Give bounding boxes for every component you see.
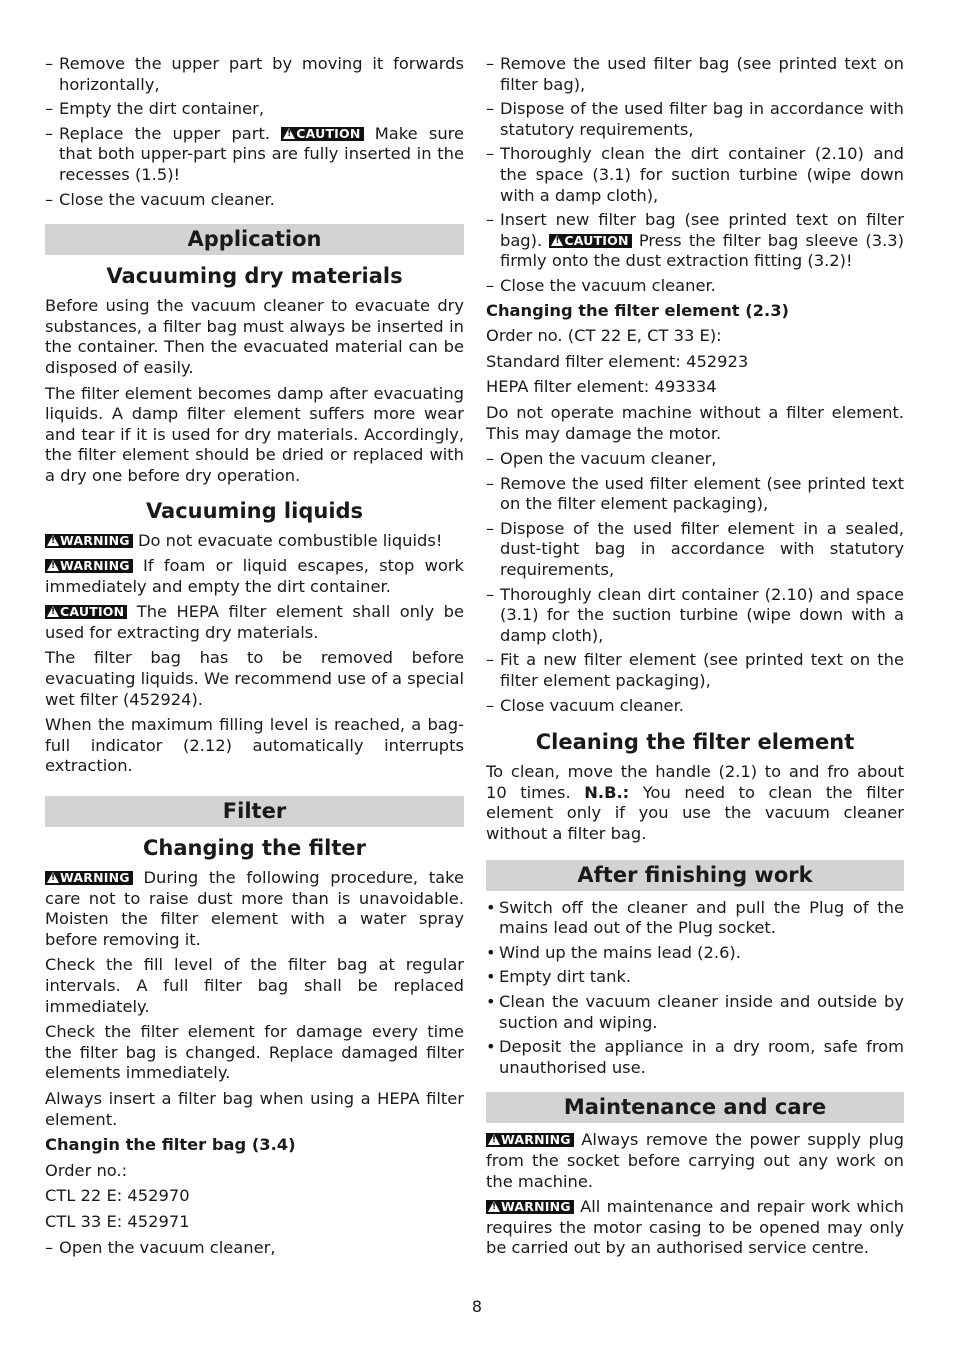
section-header-filter: Filter bbox=[45, 796, 464, 827]
list-item: – Dispose of the used filter element in a sealed, dust-tight bag in accordance with statutory requirements, bbox=[486, 519, 904, 581]
warning-sign bbox=[45, 871, 133, 885]
warning-triangle-icon bbox=[47, 606, 59, 617]
warning-sign bbox=[486, 1200, 574, 1214]
warning-sign bbox=[45, 534, 133, 548]
section-header-maintenance: Maintenance and care bbox=[486, 1092, 904, 1123]
warning-label: WARNING bbox=[60, 870, 130, 886]
warning-triangle-icon bbox=[283, 128, 295, 139]
order-hepa: HEPA filter element: 493334 bbox=[486, 377, 717, 397]
caution-label: CAUTION bbox=[60, 604, 125, 620]
list-item: – Remove the used filter element (see printed text on the filter element packaging), bbox=[486, 474, 904, 515]
paragraph bbox=[486, 762, 904, 844]
order-ctl33: CTL 33 E: 452971 bbox=[45, 1211, 190, 1231]
warning-triangle-icon bbox=[551, 235, 563, 246]
list-item-text: Replace the upper part. bbox=[59, 123, 271, 143]
list-item bbox=[486, 210, 904, 272]
list-item: – Close the vacuum cleaner. bbox=[45, 190, 464, 211]
list-item: – Open the vacuum cleaner, bbox=[486, 449, 904, 470]
list-item: – Remove the used filter bag (see printed text on filter bag), bbox=[486, 54, 904, 95]
heading-vacuuming-dry: Vacuuming dry materials bbox=[106, 264, 403, 289]
heading-cleaning-filter: Cleaning the filter element bbox=[535, 730, 855, 755]
paragraph: Check the fill level of the filter bag at regular intervals. A full filter bag shall be replaced immediately. bbox=[45, 955, 464, 1016]
caution-paragraph bbox=[45, 602, 464, 643]
warning-label: WARNING bbox=[60, 558, 130, 574]
warning-label: WARNING bbox=[60, 532, 130, 548]
warning-paragraph bbox=[45, 556, 464, 597]
caution-sign bbox=[281, 127, 363, 141]
list-item: – Open the vacuum cleaner, bbox=[45, 1238, 464, 1259]
warning-triangle-icon bbox=[488, 1134, 500, 1145]
list-item: • Clean the vacuum cleaner inside and outside by suction and wiping. bbox=[486, 992, 904, 1033]
paragraph: When the maximum filling level is reached, a bag-full indicator (2.12) automatically interrupts extraction. bbox=[45, 715, 464, 776]
cleaning-text: You need to clean the filter element only if you use the vacuum cleaner without a filter bag. bbox=[486, 782, 904, 843]
warning-sign bbox=[45, 559, 133, 573]
warning-paragraph bbox=[486, 1130, 904, 1192]
list-item-text: Insert new filter bag (see printed text on filter bag). bbox=[500, 210, 904, 250]
paragraph: Always insert a filter bag when using a HEPA filter element. bbox=[45, 1088, 464, 1129]
warning-text: If foam or liquid escapes, stop work immediately and empty the dirt container. bbox=[45, 556, 464, 596]
list-item: – Fit a new filter element (see printed text on the filter element packaging), bbox=[486, 650, 904, 691]
order-ctl22: CTL 22 E: 452970 bbox=[45, 1186, 190, 1206]
list-item: – Dispose of the used filter bag in accordance with statutory requirements, bbox=[486, 99, 904, 140]
warning-paragraph bbox=[45, 868, 464, 950]
warning-triangle-icon bbox=[47, 560, 59, 571]
caution-text: The HEPA filter element shall only be used for extracting dry materials. bbox=[45, 602, 464, 642]
list-item: – Thoroughly clean the dirt container (2.10) and the space (3.1) for suction turbine (wipe down with a damp cloth), bbox=[486, 144, 904, 206]
list-item: • Wind up the mains lead (2.6). bbox=[486, 943, 904, 964]
list-item: – Empty the dirt container, bbox=[45, 99, 464, 120]
list-item: • Deposit the appliance in a dry room, safe from unauthorised use. bbox=[486, 1037, 904, 1078]
cleaning-text: To clean, move the handle (2.1) to and fro about 10 times. bbox=[486, 762, 904, 802]
paragraph: Check the filter element for damage every time the filter bag is changed. Replace damaged filter elements immediately. bbox=[45, 1022, 464, 1083]
paragraph: Before using the vacuum cleaner to evacuate dry substances, a filter bag must always be inserted in the container. Then the evacuated material can be disposed of easily. bbox=[45, 296, 464, 377]
subheading-filter-element: Changing the filter element (2.3) bbox=[486, 300, 789, 320]
caution-text: Press the filter bag sleeve (3.3) firmly onto the dust extraction fitting (3.2)! bbox=[500, 230, 904, 271]
list-item: – Close the vacuum cleaner. bbox=[486, 276, 904, 297]
section-header-after-work: After finishing work bbox=[486, 860, 904, 891]
heading-changing-filter: Changing the filter bbox=[143, 836, 366, 861]
list-item bbox=[45, 124, 464, 186]
subheading-filter-bag: Changin the filter bag (3.4) bbox=[45, 1135, 296, 1155]
warning-text: All maintenance and repair work which requires the motor casing to be opened may only be carried out by an authorised service centre. bbox=[486, 1197, 904, 1258]
paragraph: The filter element becomes damp after evacuating liquids. A damp filter element suffers more wear and tear if it is used for dry materials. Accordingly, the filter element should be dried or replaced with a dry one before dry operation. bbox=[45, 383, 464, 485]
warning-text: During the following procedure, take care not to raise dust more than is unavoidable. Moisten the filter element with a water spray before removing it. bbox=[45, 868, 464, 949]
paragraph: Do not operate machine without a filter element. This may damage the motor. bbox=[486, 402, 904, 443]
list-item: – Close vacuum cleaner. bbox=[486, 696, 904, 717]
paragraph: The filter bag has to be removed before evacuating liquids. We recommend use of a special wet filter (452924). bbox=[45, 648, 464, 709]
list-item: – Remove the upper part by moving it forwards horizontally, bbox=[45, 54, 464, 95]
order-label: Order no.: bbox=[45, 1160, 128, 1180]
warning-triangle-icon bbox=[47, 535, 59, 546]
warning-paragraph bbox=[45, 531, 464, 552]
list-item: • Empty dirt tank. bbox=[486, 967, 904, 988]
list-item: • Switch off the cleaner and pull the Plug of the mains lead out of the Plug socket. bbox=[486, 898, 904, 939]
caution-sign bbox=[45, 605, 127, 619]
order-label: Order no. (CT 22 E, CT 33 E): bbox=[486, 326, 722, 346]
caution-text: Make sure that both upper-part pins are fully inserted in the recesses (1.5)! bbox=[59, 123, 464, 184]
warning-paragraph bbox=[486, 1197, 904, 1259]
warning-triangle-icon bbox=[47, 872, 59, 883]
heading-vacuuming-liquids: Vacuuming liquids bbox=[145, 498, 364, 523]
warning-triangle-icon bbox=[488, 1201, 500, 1212]
order-standard: Standard filter element: 452923 bbox=[486, 351, 749, 371]
right-column bbox=[486, 54, 904, 1264]
list-item: – Thoroughly clean dirt container (2.10) and space (3.1) for the suction turbine (wipe down with a damp cloth), bbox=[486, 585, 904, 647]
nb-label: N.B.: bbox=[584, 782, 630, 802]
caution-label: CAUTION bbox=[296, 125, 361, 141]
warning-label: WARNING bbox=[501, 1199, 571, 1215]
caution-label: CAUTION bbox=[564, 232, 629, 248]
warning-label: WARNING bbox=[501, 1132, 571, 1148]
left-column bbox=[45, 54, 464, 1262]
warning-text: Do not evacuate combustible liquids! bbox=[137, 530, 443, 550]
caution-sign bbox=[549, 234, 631, 248]
page-number: 8 bbox=[471, 1297, 483, 1316]
warning-text: Always remove the power supply plug from the socket before carrying out any work on the machine. bbox=[486, 1130, 904, 1191]
warning-sign bbox=[486, 1133, 574, 1147]
section-header-application: Application bbox=[45, 224, 464, 255]
